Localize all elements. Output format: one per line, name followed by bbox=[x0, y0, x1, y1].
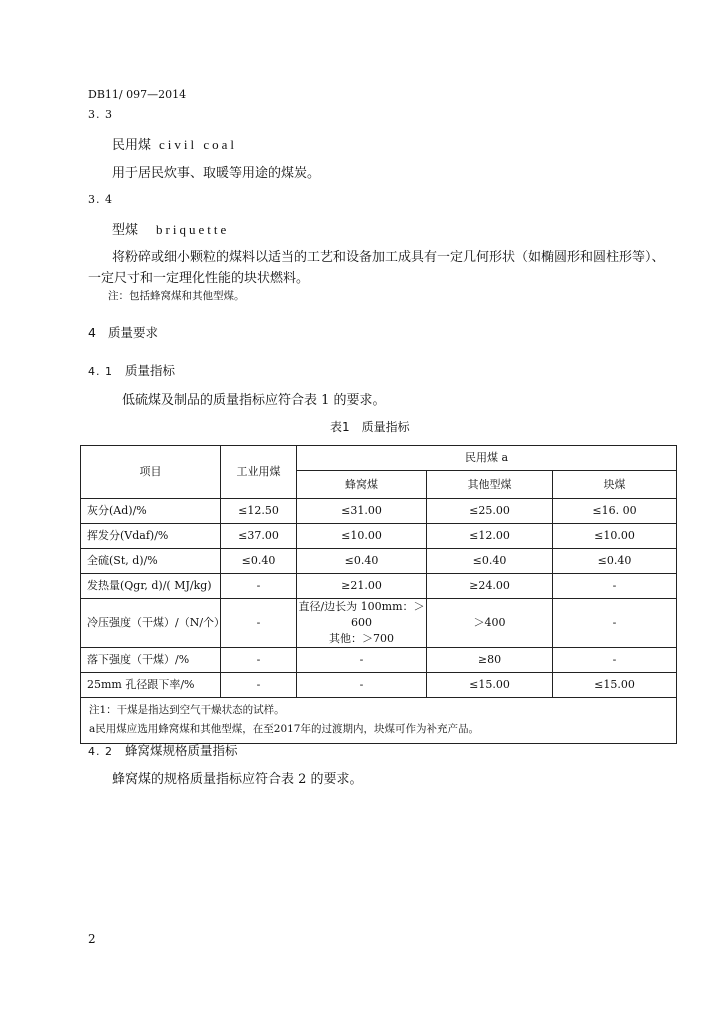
table-cell: ≤0.40 bbox=[297, 549, 427, 574]
table-cell: - bbox=[553, 574, 677, 599]
table-row bbox=[81, 549, 677, 574]
section-number: 4. 2 bbox=[88, 745, 113, 758]
table-cell: ≤31.00 bbox=[297, 499, 427, 524]
table-cell: ≤12.50 bbox=[221, 499, 297, 524]
header-other: 其他型煤 bbox=[427, 471, 553, 499]
table-cell: ≤12.00 bbox=[427, 524, 553, 549]
header-honeycomb: 蜂窝煤 bbox=[297, 471, 427, 499]
table-row bbox=[81, 524, 677, 549]
table-cell: - bbox=[221, 672, 297, 697]
section-4-2-heading bbox=[88, 741, 238, 759]
section-number: 4. 1 bbox=[88, 365, 113, 378]
table-cell: ＞400 bbox=[427, 599, 553, 648]
table-cell: - bbox=[297, 672, 427, 697]
row-label: 发热量(Qgr, d)/( MJ/kg) bbox=[81, 574, 221, 599]
table-cell: - bbox=[221, 599, 297, 648]
table-cell: ≤0.40 bbox=[221, 549, 297, 574]
section-title: 质量指标 bbox=[125, 363, 176, 378]
term-en: civil coal bbox=[159, 137, 238, 152]
table-row bbox=[81, 672, 677, 697]
row-label: 冷压强度（干煤）/（N/个） bbox=[81, 599, 221, 648]
table-cell: ≤16. 00 bbox=[553, 499, 677, 524]
table-cell: ≤0.40 bbox=[553, 549, 677, 574]
header-civil: 民用煤 a bbox=[297, 446, 677, 471]
term-briquette bbox=[112, 219, 229, 238]
header-lump: 块煤 bbox=[553, 471, 677, 499]
row-label: 全硫(St, d)/% bbox=[81, 549, 221, 574]
page-number: 2 bbox=[88, 932, 96, 946]
section-3-3-number: 3. 3 bbox=[88, 108, 113, 121]
compressive-line2: 其他：＞700 bbox=[329, 631, 394, 645]
table-cell: ≥24.00 bbox=[427, 574, 553, 599]
row-label: 25mm 孔径跟下率/% bbox=[81, 672, 221, 697]
table-cell: ≤10.00 bbox=[553, 524, 677, 549]
definition-civil-coal: 用于居民炊事、取暖等用途的煤炭。 bbox=[112, 166, 321, 181]
section-3-4-number: 3. 4 bbox=[88, 193, 113, 206]
section-4-1-text: 低硫煤及制品的质量指标应符合表 1 的要求。 bbox=[122, 393, 386, 408]
compressive-line1: 直径/边长为 100mm：＞600 bbox=[298, 600, 425, 629]
term-cn: 型煤 bbox=[112, 223, 139, 238]
document-code: DB11/ 097—2014 bbox=[88, 88, 187, 101]
definition-briquette-line1: 将粉碎或细小颗粒的煤料以适当的工艺和设备加工成具有一定几何形状（如椭圆形和圆柱形等）、 bbox=[112, 250, 665, 265]
table-title: 质量指标 bbox=[361, 420, 410, 434]
table-number: 表1 bbox=[330, 420, 350, 434]
table-cell: ≥80 bbox=[427, 647, 553, 672]
term-civil-coal bbox=[112, 134, 237, 153]
table-row bbox=[81, 499, 677, 524]
table-note-2: a民用煤应选用蜂窝煤和其他型煤，在至2017年的过渡期内，块煤可作为补充产品。 bbox=[89, 723, 479, 736]
table-row bbox=[81, 647, 677, 672]
table-cell: - bbox=[221, 647, 297, 672]
table-cell: - bbox=[553, 599, 677, 648]
row-label: 灰分(Ad)/% bbox=[81, 499, 221, 524]
definition-briquette-line2: 一定尺寸和一定理化性能的块状燃料。 bbox=[88, 271, 310, 286]
quality-table bbox=[80, 445, 677, 744]
row-label: 挥发分(Vdaf)/% bbox=[81, 524, 221, 549]
table-cell: ≤15.00 bbox=[427, 672, 553, 697]
note-briquette: 注：包括蜂窝煤和其他型煤。 bbox=[108, 290, 245, 302]
table-cell: ≤0.40 bbox=[427, 549, 553, 574]
table-notes-row bbox=[81, 697, 677, 743]
table-cell: ≤25.00 bbox=[427, 499, 553, 524]
table-cell bbox=[297, 599, 427, 648]
table-notes bbox=[81, 697, 677, 743]
term-en: briquette bbox=[156, 222, 230, 237]
section-4-heading bbox=[88, 323, 158, 341]
table-caption bbox=[330, 418, 410, 435]
term-cn: 民用煤 bbox=[112, 138, 152, 153]
table-cell: ≥21.00 bbox=[297, 574, 427, 599]
header-industrial: 工业用煤 bbox=[221, 446, 297, 499]
table-cell: ≤15.00 bbox=[553, 672, 677, 697]
header-item: 项目 bbox=[81, 446, 221, 499]
table-cell: - bbox=[297, 647, 427, 672]
section-4-1-heading bbox=[88, 361, 175, 379]
table-row bbox=[81, 599, 677, 648]
section-number: 4 bbox=[88, 325, 96, 340]
section-title: 蜂窝煤规格质量指标 bbox=[125, 743, 238, 758]
row-label: 落下强度（干煤）/% bbox=[81, 647, 221, 672]
table-row bbox=[81, 574, 677, 599]
table-cell: - bbox=[221, 574, 297, 599]
section-title: 质量要求 bbox=[107, 325, 158, 340]
table-cell: ≤37.00 bbox=[221, 524, 297, 549]
table-cell: ≤10.00 bbox=[297, 524, 427, 549]
section-4-2-text: 蜂窝煤的规格质量指标应符合表 2 的要求。 bbox=[112, 772, 363, 787]
table-cell: - bbox=[553, 647, 677, 672]
table-note-1: 注1：干煤是指达到空气干燥状态的试样。 bbox=[89, 703, 285, 716]
